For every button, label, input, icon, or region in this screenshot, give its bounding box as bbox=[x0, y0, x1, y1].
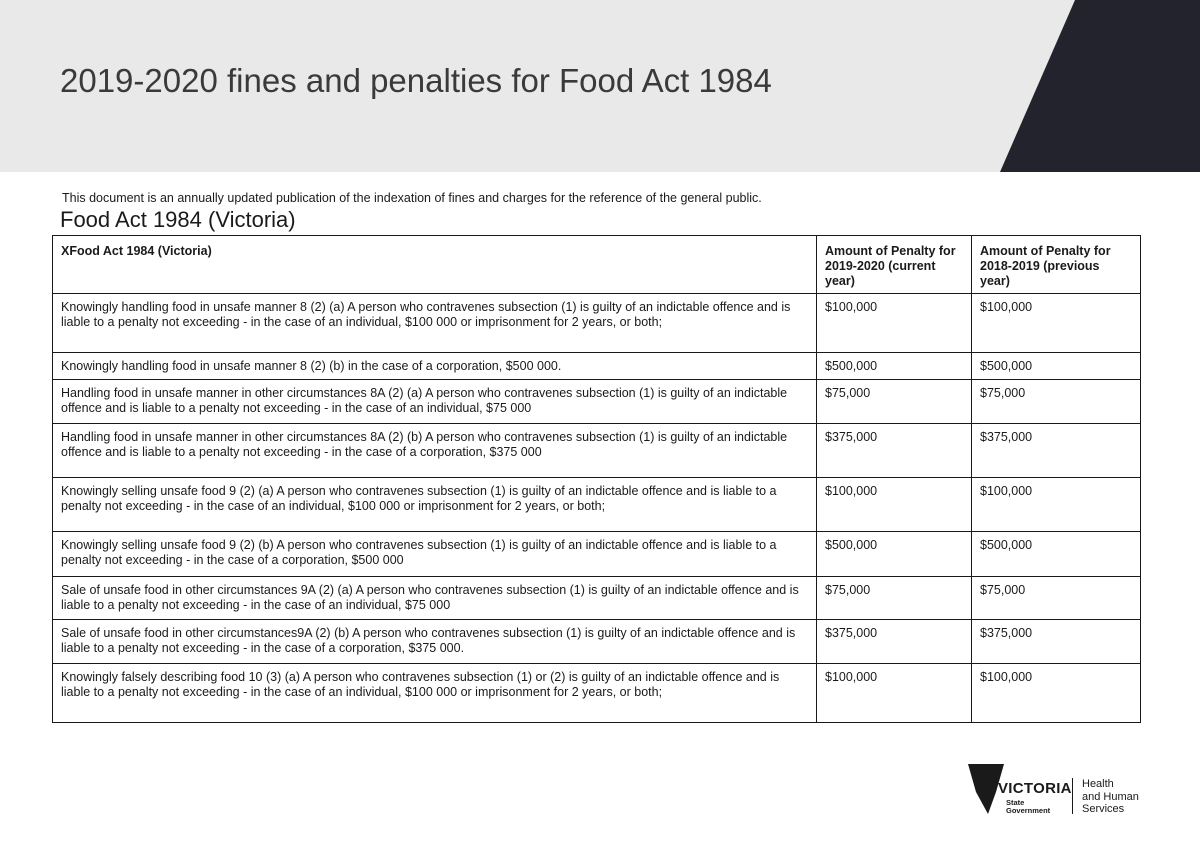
current-penalty-cell: $375,000 bbox=[817, 424, 972, 478]
table-row bbox=[53, 664, 1141, 723]
table-row bbox=[53, 577, 1141, 620]
offence-cell: Knowingly selling unsafe food 9 (2) (a) A person who contravenes subsection (1) is guilty of an indictable offence and is liable to a penalty not exceeding - in the case of an individual, $100 000 or imprisonment for 2 years, or both; bbox=[53, 478, 817, 532]
table-row bbox=[53, 620, 1141, 664]
fines-table bbox=[52, 235, 1141, 723]
logo-divider bbox=[1072, 778, 1073, 814]
table-row bbox=[53, 424, 1141, 478]
table-row bbox=[53, 532, 1141, 577]
previous-penalty-cell: $75,000 bbox=[972, 380, 1141, 424]
current-penalty-cell: $100,000 bbox=[817, 294, 972, 353]
current-penalty-cell: $100,000 bbox=[817, 664, 972, 723]
current-penalty-cell: $75,000 bbox=[817, 380, 972, 424]
previous-penalty-cell: $500,000 bbox=[972, 532, 1141, 577]
page-title: 2019-2020 fines and penalties for Food Act 1984 bbox=[60, 62, 772, 99]
previous-penalty-cell: $375,000 bbox=[972, 424, 1141, 478]
previous-penalty-cell: $375,000 bbox=[972, 620, 1141, 664]
current-penalty-cell: $100,000 bbox=[817, 478, 972, 532]
table-row bbox=[53, 353, 1141, 380]
previous-penalty-cell: $75,000 bbox=[972, 577, 1141, 620]
offence-cell: Knowingly handling food in unsafe manner 8 (2) (b) in the case of a corporation, $500 000. bbox=[53, 353, 817, 380]
column-header-previous-penalty: Amount of Penalty for 2018-2019 (previous year) bbox=[972, 236, 1141, 294]
offence-cell: Sale of unsafe food in other circumstances 9A (2) (a) A person who contravenes subsection (1) is guilty of an indictable offence and is liable to a penalty not exceeding - in the case of an individual, $75 000 bbox=[53, 577, 817, 620]
table-row bbox=[53, 294, 1141, 353]
offence-cell: Knowingly selling unsafe food 9 (2) (b) A person who contravenes subsection (1) is guilty of an indictable offence and is liable to a penalty not exceeding - in the case of a corporation, $500 000 bbox=[53, 532, 817, 577]
logo-wordmark: VICTORIA bbox=[998, 780, 1072, 797]
offence-cell: Sale of unsafe food in other circumstances9A (2) (b) A person who contravenes subsection (1) is guilty of an indictable offence and is liable to a penalty not exceeding - in the case of a corporation, $375 000. bbox=[53, 620, 817, 664]
previous-penalty-cell: $100,000 bbox=[972, 294, 1141, 353]
victoria-government-logo bbox=[966, 762, 1156, 818]
table-header-row bbox=[53, 236, 1141, 294]
table-row bbox=[53, 478, 1141, 532]
intro-text: This document is an annually updated publication of the indexation of fines and charges for the reference of the general public. bbox=[62, 191, 762, 205]
column-header-offence: XFood Act 1984 (Victoria) bbox=[53, 236, 817, 294]
offence-cell: Handling food in unsafe manner in other circumstances 8A (2) (a) A person who contravenes subsection (1) is guilty of an indictable offence and is liable to a penalty not exceeding - in the case of an individual, $75 000 bbox=[53, 380, 817, 424]
column-header-current-penalty: Amount of Penalty for 2019-2020 (current year) bbox=[817, 236, 972, 294]
logo-subtitle: State Government bbox=[1006, 798, 1051, 815]
table-row bbox=[53, 380, 1141, 424]
offence-cell: Knowingly falsely describing food 10 (3) (a) A person who contravenes subsection (1) or (2) is guilty of an indictable offence and is liable to a penalty not exceeding - in the case of an individual, $100 000 or imprisonment for 2 years, or both; bbox=[53, 664, 817, 723]
offence-cell: Knowingly handling food in unsafe manner 8 (2) (a) A person who contravenes subsection (1) is guilty of an indictable offence and is liable to a penalty not exceeding - in the case of an individual, $100 000 or imprisonment for 2 years, or both; bbox=[53, 294, 817, 353]
previous-penalty-cell: $500,000 bbox=[972, 353, 1141, 380]
section-heading: Food Act 1984 (Victoria) bbox=[60, 207, 296, 232]
current-penalty-cell: $500,000 bbox=[817, 353, 972, 380]
current-penalty-cell: $375,000 bbox=[817, 620, 972, 664]
banner-accent-shape bbox=[980, 0, 1200, 172]
department-name: Health and Human Services bbox=[1082, 778, 1139, 815]
previous-penalty-cell: $100,000 bbox=[972, 478, 1141, 532]
current-penalty-cell: $500,000 bbox=[817, 532, 972, 577]
current-penalty-cell: $75,000 bbox=[817, 577, 972, 620]
previous-penalty-cell: $100,000 bbox=[972, 664, 1141, 723]
offence-cell: Handling food in unsafe manner in other circumstances 8A (2) (b) A person who contravenes subsection (1) is guilty of an indictable offence and is liable to a penalty not exceeding - in the case of a corporation, $375 000 bbox=[53, 424, 817, 478]
